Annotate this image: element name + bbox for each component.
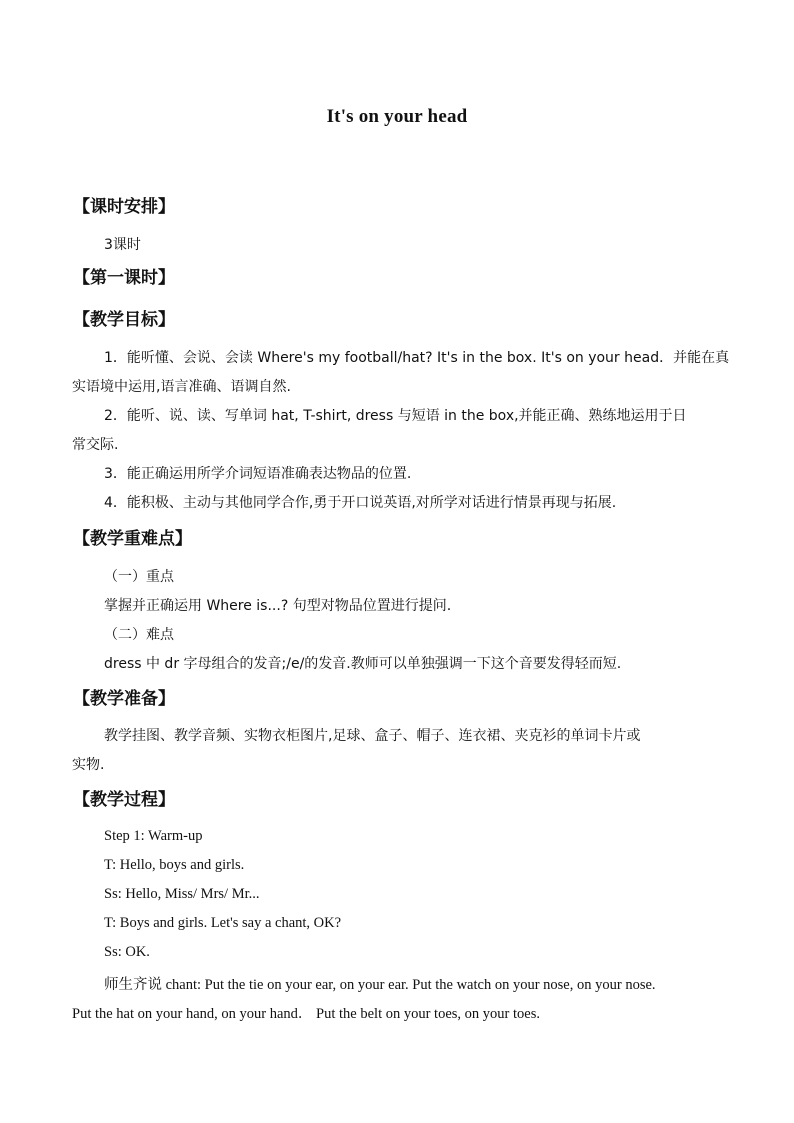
chant-line-2: Put the hat on your hand, on your hand． Put the belt on your toes, on your toes. xyxy=(72,1006,540,1022)
objective-1-line-1: 1．能听懂、会说、会读 Where's my football/hat? It's in the box. It's on your head．并能在真 xyxy=(104,350,730,366)
keypoints-heading: 【教学重难点】 xyxy=(73,529,192,549)
prep-heading: 【教学准备】 xyxy=(73,689,175,709)
schedule-text: 3课时 xyxy=(104,237,141,253)
prep-line-1: 教学挂图、教学音频、实物衣柜图片,足球、盒子、帽子、连衣裙、夹克衫的单词卡片或 xyxy=(104,728,641,744)
document-title: It's on your head xyxy=(326,106,468,127)
focus-label: （一）重点 xyxy=(104,569,174,585)
objective-1-line-2: 实语境中运用,语言准确、语调自然. xyxy=(72,379,291,395)
objective-2-line-1: 2．能听、说、读、写单词 hat, T-shirt, dress 与短语 in the box,并能正确、熟练地运用于日 xyxy=(104,408,687,424)
dialogue-t2: T: Boys and girls. Let's say a chant, OK? xyxy=(104,915,342,931)
chant-line-1: 师生齐说 chant: Put the tie on your ear, on your ear. Put the watch on your nose, on your nose. xyxy=(104,977,656,993)
objective-2-line-2: 常交际. xyxy=(72,437,119,453)
prep-line-2: 实物. xyxy=(72,757,105,773)
step-1: Step 1: Warm-up xyxy=(104,828,203,844)
process-heading: 【教学过程】 xyxy=(73,790,175,810)
focus-text: 掌握并正确运用 Where is...? 句型对物品位置进行提问. xyxy=(104,598,452,614)
dialogue-s1: Ss: Hello, Miss/ Mrs/ Mr... xyxy=(104,886,260,902)
schedule-heading: 【课时安排】 xyxy=(73,197,175,217)
objective-3: 3．能正确运用所学介词短语准确表达物品的位置. xyxy=(104,466,412,482)
objective-4: 4．能积极、主动与其他同学合作,勇于开口说英语,对所学对话进行情景再现与拓展. xyxy=(104,495,617,511)
dialogue-t1: T: Hello, boys and girls. xyxy=(104,857,245,873)
difficulty-text: dress 中 dr 字母组合的发音;/e/的发音.教师可以单独强调一下这个音要发得轻而短. xyxy=(104,656,622,672)
difficulty-label: （二）难点 xyxy=(104,627,174,643)
dialogue-s2: Ss: OK. xyxy=(104,944,150,960)
objectives-heading: 【教学目标】 xyxy=(73,310,175,330)
lesson1-heading: 【第一课时】 xyxy=(73,268,175,288)
